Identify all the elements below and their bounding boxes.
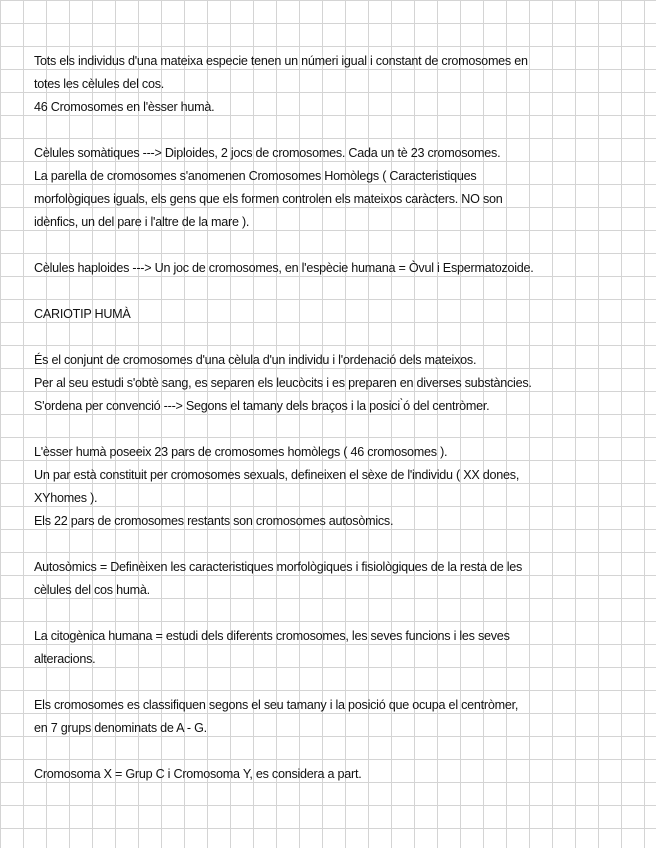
text-line [34,119,634,142]
text-line: 46 Cromosomes en l'èsser humà. [34,100,215,114]
text-line: És el conjunt de cromosomes d'una cèlula d'un individu i l'ordenació dels mateixos. [34,353,477,367]
text-line: La citogènica humana = estudi dels diferents cromosomes, les seves funcions i les seves [34,629,510,643]
text-line [34,533,634,556]
text-line: alteracions. [34,652,96,666]
text-line: La parella de cromosomes s'anomenen Cromosomes Homòlegs ( Caracteristiques [34,169,477,183]
text-line: totes les cèlules del cos. [34,77,165,91]
text-line: Cèlules somàtiques ---> Diploides, 2 jocs de cromosomes. Cada un tè 23 cromosomes. [34,146,501,160]
text-line: Un par està constituit per cromosomes sexuals, defineixen el sèxe de l'individu ( XX dones, [34,468,520,482]
text-line: S'ordena per convenció ---> Segons el tamany dels braços i la posici ̀ó del centròmer. [34,399,490,413]
text-line: idènfics, un del pare i l'altre de la mare ). [34,215,250,229]
text-line: cèlules del cos humà. [34,583,150,597]
text-line [34,418,634,441]
text-line: Els cromosomes es classifiquen segons el seu tamany i la posició que ocupa el centròmer, [34,698,519,712]
text-line: Tots els individus d'una mateixa especie tenen un númeri igual i constant de cromosomes en [34,54,528,68]
text-line: Els 22 pars de cromosomes restants son cromosomes autosòmics. [34,514,394,528]
text-line [34,671,634,694]
text-line [34,602,634,625]
document-body [34,50,634,786]
text-line: Cèlules haploides ---> Un joc de cromosomes, en l'espècie humana = Òvul i Espermatozoide. [34,261,534,275]
text-line: en 7 grups denominats de A - G. [34,721,207,735]
text-line: morfològiques iguals, els gens que els formen controlen els mateixos caràcters. NO son [34,192,503,206]
text-line [34,280,634,303]
text-line: Cromosoma X = Grup C i Cromosoma Y, es considera a part. [34,767,362,781]
text-line [34,234,634,257]
text-line: L'èsser humà poseeix 23 pars de cromosomes homòlegs ( 46 cromosomes ). [34,445,448,459]
text-line: XYhomes ). [34,491,98,505]
text-line: Per al seu estudi s'obtè sang, es separen els leucòcits i es preparen en diverses substàncies. [34,376,532,390]
section-heading: CARIOTIP HUMÀ [34,307,131,321]
text-line [34,326,634,349]
text-line [34,740,634,763]
text-line: Autosòmics = Definèixen les caracteristiques morfològiques i fisiològiques de la resta de les [34,560,523,574]
